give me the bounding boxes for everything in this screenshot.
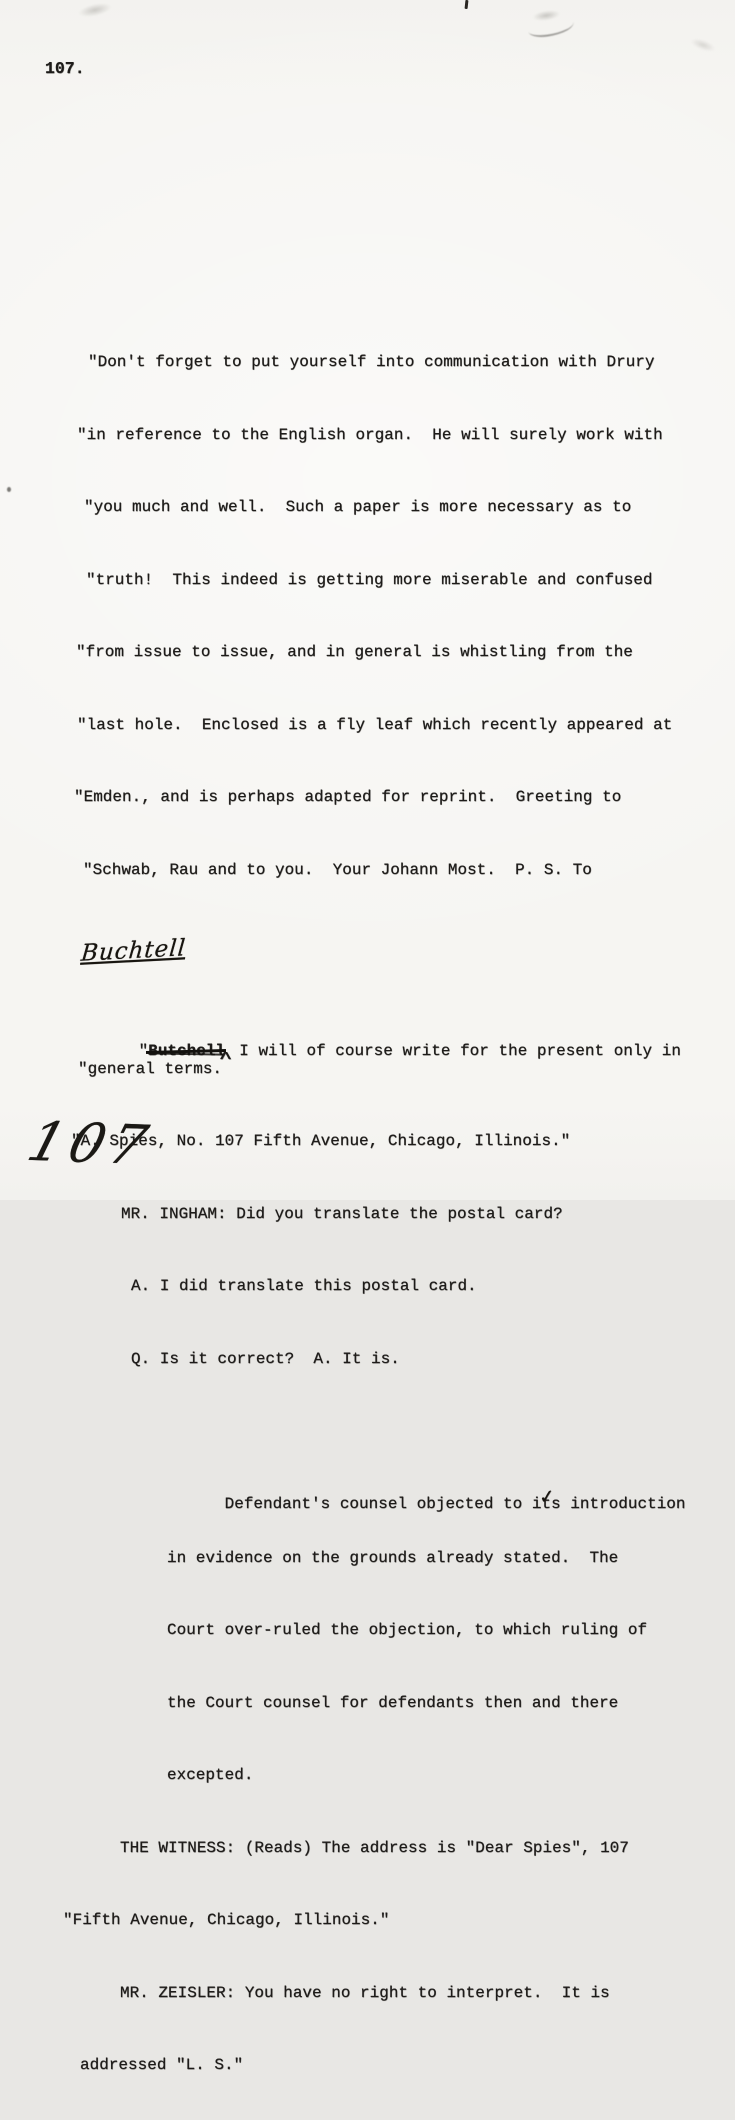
transcript-line: A. I did translate this postal card.: [131, 1277, 477, 1295]
transcript-line: "you much and well. Such a paper is more necessary as to: [84, 498, 632, 516]
transcript-line: "Fifth Avenue, Chicago, Illinois.": [63, 1911, 390, 1929]
struck-word: Butchell: [148, 1042, 226, 1060]
transcript-line: Q. Is it correct? A. It is.: [131, 1349, 400, 1368]
transcript-line: THE WITNESS: (Reads) The address is "Dear Spies", 107: [120, 1838, 629, 1857]
transcript-line: MR. INGHAM: Did you translate the postal card?: [121, 1204, 563, 1223]
scan-speck: [7, 487, 11, 492]
line-text: I will of course write for the present only in: [229, 1042, 681, 1060]
transcript-body: [63, 308, 703, 2120]
transcript-line: "Schwab, Rau and to you. Your Johann Most. P. S. To: [83, 860, 592, 879]
scan-smudge: [77, 1, 113, 20]
transcript-line: Court over-ruled the objection, to which ruling of: [167, 1621, 648, 1639]
transcript-line: "last hole. Enclosed is a fly leaf which recently appeared at: [77, 715, 673, 734]
quote-mark: ": [138, 1042, 149, 1060]
line-text: s introduction: [551, 1494, 686, 1513]
transcript-line: MR. ZEISLER: You have no right to interpret. It is: [120, 1983, 610, 2002]
transcript-line: addressed "L. S.": [80, 2056, 244, 2074]
transcript-line: "from issue to issue, and in general is whistling from the: [76, 643, 633, 661]
scan-smudge: [527, 15, 575, 39]
transcript-line: "A. Spies, No. 107 Fifth Avenue, Chicago, Illinois.": [71, 1132, 571, 1150]
line-text: Defendant's counsel objected to i: [224, 1494, 542, 1513]
transcript-line: "Emden., and is perhaps adapted for reprint. Greeting to: [74, 788, 622, 806]
transcript-line: "Don't forget to put yourself into communication with Drury: [88, 353, 655, 371]
transcript-line: "in reference to the English organ. He will surely work with: [77, 425, 663, 444]
transcript-line-corrected: [79, 935, 703, 1068]
transcript-line: excepted.: [167, 1766, 254, 1784]
transcript-line: the Court counsel for defendants then and there: [167, 1693, 619, 1712]
page-number: 107.: [45, 59, 85, 78]
transcript-line-overstruck: [167, 1449, 703, 1513]
scan-tick-mark: [465, 0, 469, 9]
scan-smudge: [689, 36, 717, 54]
transcript-line: in evidence on the grounds already stated. The: [167, 1548, 619, 1567]
overstruck-character: t ✓: [541, 1486, 551, 1523]
caret-insertion-mark: ^: [219, 1050, 232, 1068]
transcript-line: "truth! This indeed is getting more miserable and confused: [86, 570, 653, 589]
transcript-line: "general terms.: [78, 1059, 223, 1078]
handwritten-correction: Buchtell: [79, 935, 188, 967]
handwritten-page-number: 107: [21, 1110, 160, 1177]
